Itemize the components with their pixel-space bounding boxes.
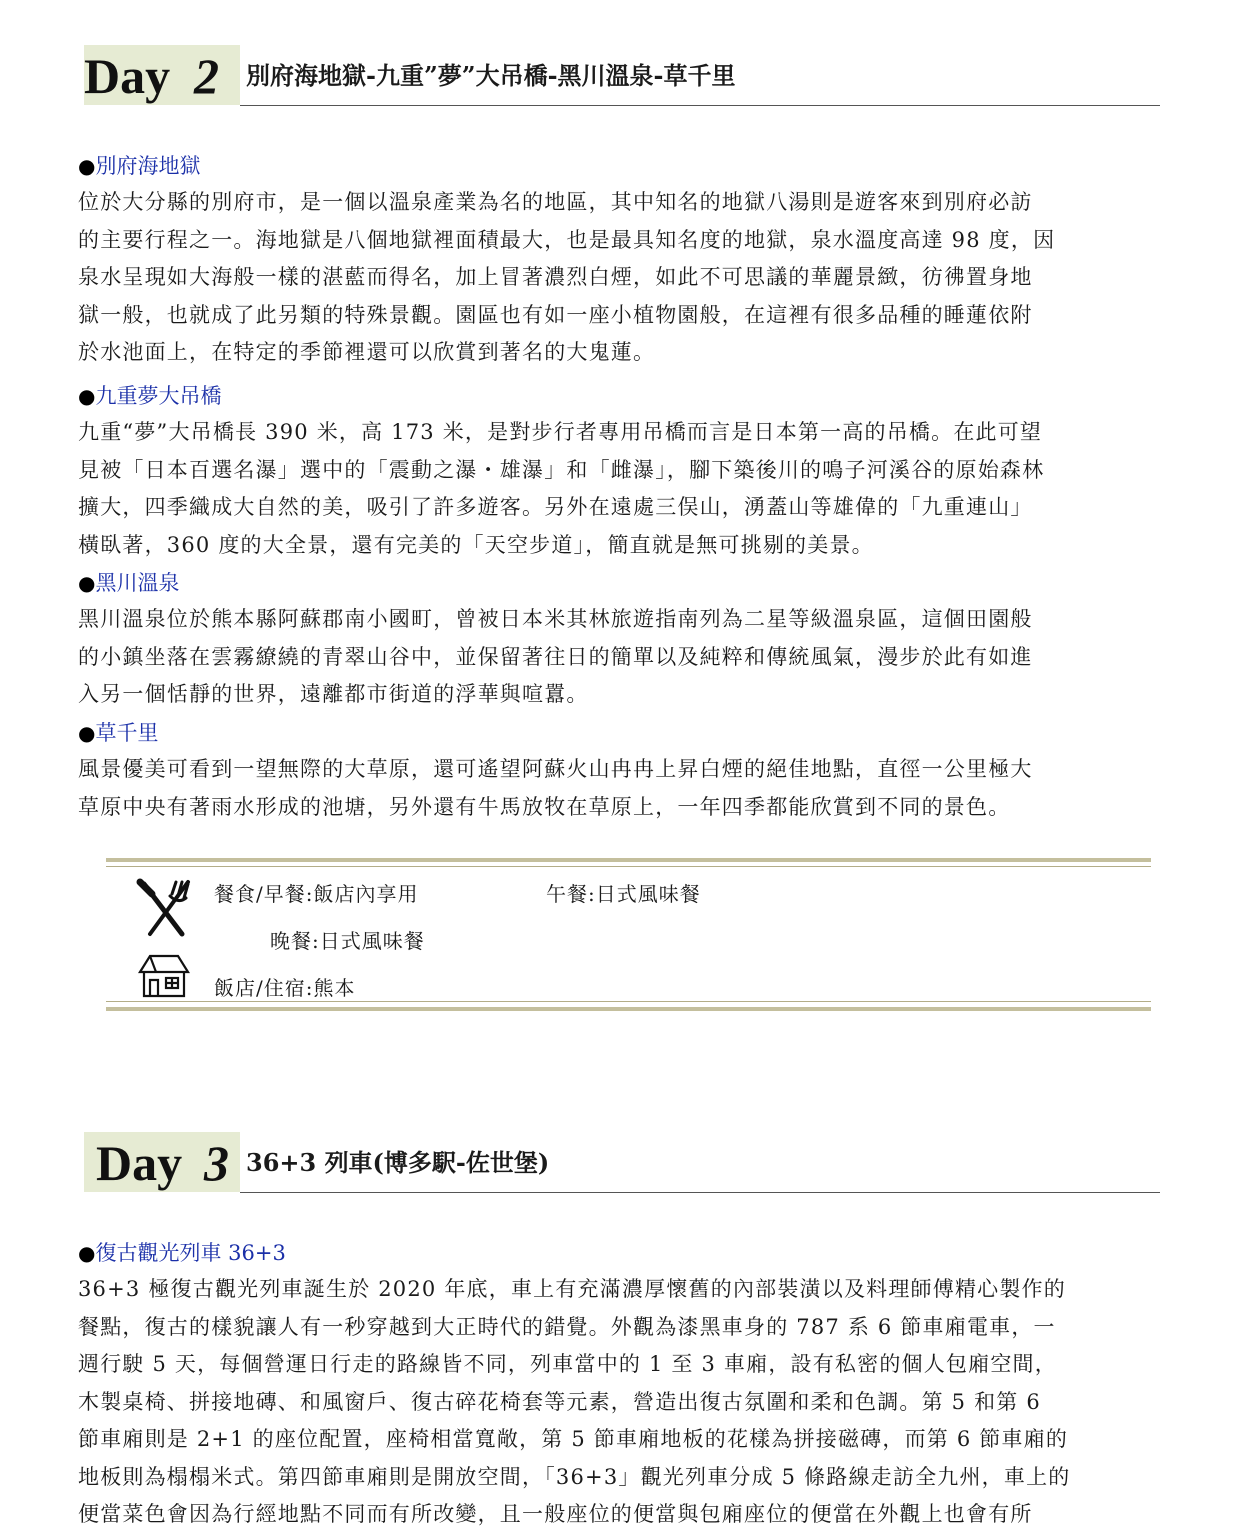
section-title: 復古觀光列車 36+3 — [95, 1241, 286, 1265]
hotel-text: 飯店/住宿:熊本 — [214, 976, 356, 1000]
section-title: 黑川溫泉 — [95, 571, 180, 595]
section-text: 風景優美可看到一望無際的大草原，還可遙望阿蘇火山冉冉上昇白煙的絕佳地點，直徑一公里極大 草原中央有著雨水形成的池塘，另外還有牛馬放牧在草原上，一年四季都能欣賞到不同的景色。 — [78, 757, 1033, 819]
day3-title: 36+3 列車(博多駅-佐世堡) — [246, 1148, 550, 1177]
day2-badge-number: 2 — [194, 48, 219, 104]
day3-badge — [84, 1132, 240, 1192]
bullet-icon: ● — [78, 1241, 96, 1265]
day3-header — [84, 1132, 1160, 1194]
top-rule-thick — [106, 858, 1151, 862]
day2-section-kusasenri — [78, 717, 1168, 826]
day2-header — [84, 45, 1160, 107]
bullet-icon: ● — [78, 154, 96, 178]
section-text: 黑川溫泉位於熊本縣阿蘇郡南小國町，曾被日本米其林旅遊指南列為二星等級溫泉區，這個田園般 的小鎮坐落在雲霧繚繞的青翠山谷中，並保留著往日的簡單以及純粹和傳統風氣，漫步於此有如進 入另一個恬靜的世界，遠離都市街道的浮華與喧囂。 — [78, 607, 1033, 706]
day2-section-beppu — [78, 150, 1168, 372]
day2-section-bridge — [78, 380, 1168, 564]
section-title: 九重夢大吊橋 — [95, 384, 222, 408]
day3-badge-number: 3 — [204, 1135, 229, 1191]
section-title: 草千里 — [95, 721, 159, 745]
section-text: 36+3 極復古觀光列車誕生於 2020 年底，車上有充滿濃厚懷舊的內部裝潢以及料理師傅精心製作的 餐點，復古的樣貌讓人有一秒穿越到大正時代的錯覺。外觀為漆黑車身的 787 系 6 節車廂電車，一 週行駛 5 天，每個營運日行走的路線皆不同，列車當中的 1 至 3 車廂，設有私密的個人包廂空間， 木製桌椅、拼接地磚、和風窗戶、復古碎花椅套等元素，營造出復古氛圍和柔和色調。第 5 和第 6 節車廂則是 2+1 的座位配置，座椅相當寬敞，第 5 節車廂地板的花樣為拼接磁磚，而第 6 節車廂的 地板則為榻榻米式。第四節車廂則是開放空間，「36+3」觀光列車分成 5 條路線走訪全九州，車上的 便當菜色會因為行經地點不同而有所改變，且一般座位的便當與包廂座位的便當在外觀上也會有所 — [78, 1277, 1071, 1526]
top-rule-thin — [106, 866, 1151, 867]
breakfast-text: 餐食/早餐:飯店內享用 — [214, 882, 419, 906]
day2-section-kurokawa — [78, 567, 1168, 714]
section-text: 九重“夢”大吊橋長 390 米，高 173 米，是對步行者專用吊橋而言是日本第一高的吊橋。在此可望 見被「日本百選名瀑」選中的「震動之瀑・雄瀑」和「雌瀑」，腳下築後川的鳴子河溪谷的原始森林 擴大，四季織成大自然的美，吸引了許多遊客。另外在遠處三俣山，湧蓋山等雄偉的「九重連山」 橫臥著，360 度的大全景，還有完美的「天空步道」，簡直就是無可挑剔的美景。 — [78, 420, 1045, 557]
fork-knife-icon — [136, 878, 194, 938]
section-title: 別府海地獄 — [95, 154, 201, 178]
day2-badge-word: Day — [84, 48, 171, 104]
bullet-icon: ● — [78, 721, 96, 745]
house-icon — [136, 950, 190, 1000]
day2-badge — [84, 45, 240, 105]
day2-title: 別府海地獄-九重”夢”大吊橋-黑川溫泉-草千里 — [246, 61, 736, 90]
bullet-icon: ● — [78, 571, 96, 595]
day3-title-rule — [240, 1192, 1160, 1193]
day3-badge-word: Day — [96, 1135, 183, 1191]
lunch-text: 午餐:日式風味餐 — [546, 882, 701, 906]
dinner-text: 晚餐:日式風味餐 — [270, 929, 425, 953]
bottom-rule-thick — [106, 1007, 1151, 1011]
day3-section-train — [78, 1237, 1168, 1534]
section-text: 位於大分縣的別府市，是一個以溫泉產業為名的地區，其中知名的地獄八湯則是遊客來到別府必訪 的主要行程之一。海地獄是八個地獄裡面積最大，也是最具知名度的地獄，泉水溫度高達 98 度，因 泉水呈現如大海般一樣的湛藍而得名，加上冒著濃烈白煙，如此不可思議的華麗景緻，彷彿置身地 獄一般，也就成了此另類的特殊景觀。園區也有如一座小植物園般，在這裡有很多品種的睡蓮依附 於水池面上，在特定的季節裡還可以欣賞到著名的大鬼蓮。 — [78, 190, 1056, 364]
meal-info-box — [106, 858, 1151, 1014]
bullet-icon: ● — [78, 384, 96, 408]
day2-title-rule — [240, 105, 1160, 106]
